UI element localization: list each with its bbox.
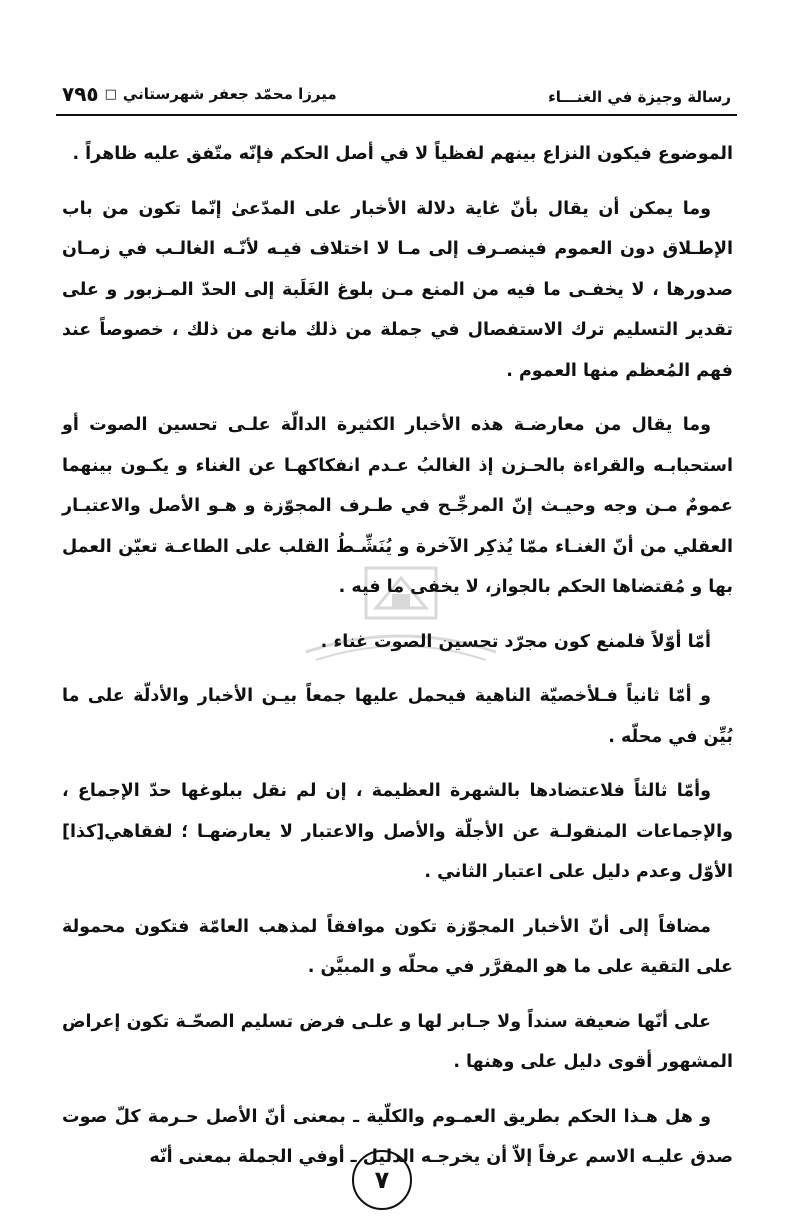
paragraph: وما يقال من معارضـة هذه الأخبار الكثيرة الدالّة علـى تحسين الصوت أو استحبابـه والقراءة بالحـزن إذ الغالبُ عـدم انفكاكهـا عن الغناء و يكـون بينهما عمومٌ مـن وجه وحيـث إنّ المرجِّـح في طـرف المجوّزة و هـو الأصل والاعتبـار العقلي من أنّ الغنـاء ممّا يُذكِر الآخرة و يُنَشِّـطُ القلب على الطاعـة تعيّن العمل بها و مُقتضاها الحكم بالجواز، لا يخفى ما فيه . xyxy=(62,415,733,597)
header-author-block xyxy=(62,82,337,106)
header-separator: □ xyxy=(104,86,117,102)
body-text xyxy=(62,134,733,1192)
header-rule xyxy=(56,114,737,116)
paragraph: وما يمكن أن يقال بأنّ غاية دلالة الأخبار على المدّعىٰ إنّما تكون من باب الإطـلاق دون العموم فينصـرف إلى مـا لا اختلاف فيـه لأنّـه الغالـب في زمـان صدورها ، لا يخفـى ما فيه من المنع مـن بلوغ الغَلَبة إلى الحدّ المـزبور و على تقدير التسليم ترك الاستفصال في جملة من ذلك مانع من ذلك ، خصوصاً عند فهم المُعظم منها العموم . xyxy=(62,198,733,381)
paragraph: و أمّا ثانياً فـلأخصيّة الناهية فيحمل عليها جمعاً بيـن الأخبار والأدلّة على ما بُيِّن في محلّه . xyxy=(62,686,733,747)
paragraph: الموضوع فيكون النزاع بينهم لفظياً لا في أصل الحكم فإنّه متّفق عليه ظاهراً . xyxy=(72,144,733,164)
paragraph: وأمّا ثالثاً فلاعتضادها بالشهرة العظيمة ، إن لم نقل ببلوغها حدّ الإجماع ، والإجماعات المنقولـة عن الأجلّة والأصل والاعتبار لا يعارضهـا ؛ لفقاهي[كذا] الأوّل وعدم دليل على اعتبار الثاني . xyxy=(62,781,733,882)
running-header xyxy=(62,76,731,106)
header-page-ref: ٧٩٥ xyxy=(62,82,99,106)
author-name: ميرزا محمّد جعفر شهرستاني xyxy=(122,85,337,103)
paragraph: على أنّها ضعيفة سنداً ولا جـابر لها و علـى فرض تسليم الصحّـة تكون إعراض المشهور أقوى دليل على وهنها . xyxy=(62,1011,733,1072)
paragraph: و هل هـذا الحكم بطريق العمـوم والكلّية ـ بمعنى أنّ الأصل حـرمة كلّ صوت صدق عليـه الاسم عرفاً إلاّ أن يخرجـه الدليل ـ أوفي الجملة بمعنى أنّه xyxy=(62,1106,733,1167)
paragraph: أمّا أوّلاً فلمنع كون مجرّد تحسين الصوت غناء . xyxy=(320,631,711,652)
page-number: ٧ xyxy=(352,1150,412,1210)
book-title: رسالة وجيزة في الغنـــاء xyxy=(548,88,731,106)
paragraph: مضافاً إلى أنّ الأخبار المجوّزة تكون موافقاً لمذهب العامّة فتكون محمولة على التقية على ما هو المقرَّر في محلّه و المبيَّن . xyxy=(62,916,733,977)
